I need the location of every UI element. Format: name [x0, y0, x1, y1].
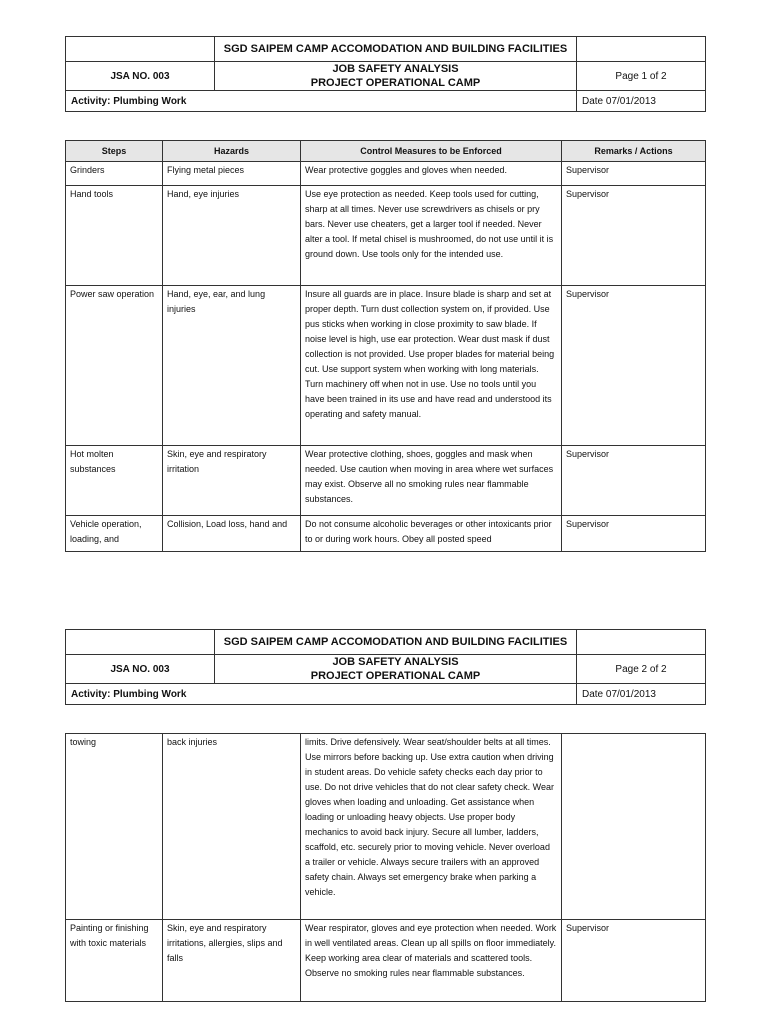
activity-label: Activity: Plumbing Work [66, 684, 577, 705]
hazard-cell: Flying metal pieces [163, 162, 301, 186]
company-name: SGD SAIPEM CAMP ACCOMODATION AND BUILDING FACILITIES [215, 37, 577, 62]
page1-header-table [65, 36, 706, 112]
control-cell: Wear protective goggles and gloves when needed. [301, 162, 562, 186]
remark-cell: Supervisor [562, 162, 706, 186]
hazard-cell: Collision, Load loss, hand and [167, 519, 288, 529]
page-number: Page 1 of 2 [577, 62, 706, 91]
activity-label: Activity: Plumbing Work [66, 91, 577, 112]
step-cell: Painting or finishing with toxic materials [66, 920, 163, 1002]
step-cell: Hand tools [66, 186, 163, 286]
table-row [66, 516, 706, 552]
control-cell: limits. Drive defensively. Wear seat/shoulder belts at all times. Use mirrors before backing up. Use extra caution when driving in student areas. Do vehicle safety checks each day prior to use. Do not drive vehicles that do not clear safety check. Wear gloves when loading and unloading. Get assistance when loading or unloading heavy objects. Use proper body mechanics to avoid back injury. Secure all lumber, ladders, scaffold, etc. securely prior to moving vehicle. Never overload a trailer or vehicle. Always secure trailers with an approved safety chain. Always set emergency brake when parking a vehicle. [301, 734, 562, 920]
column-header-control-measures: Control Measures to be Enforced [301, 141, 562, 162]
hazard-cell: Skin, eye and respiratory irritation [163, 446, 301, 516]
remark-cell: Supervisor [562, 920, 706, 1002]
title-line-2: PROJECT OPERATIONAL CAMP [310, 670, 481, 682]
title-line-1: JOB SAFETY ANALYSIS [332, 656, 459, 668]
jsa-number: JSA NO. 003 [66, 655, 215, 684]
hazard-cell: back injuries [163, 734, 301, 920]
hazard-cell: Hand, eye injuries [163, 186, 301, 286]
control-cell: Insure all guards are in place. Insure blade is sharp and set at proper depth. Turn dust collection system on, if provided. Use pus sticks when working in close proximity to saw blade. If noise level is high, use ear protection. Wear dust mask if dust collection is not provided. Use proper blades for material being cut. Use support system when working with long materials. Turn machinery off when not in use. Use no tools until you have been trained in its use and have read and understood its operating and safety manual. [301, 286, 562, 446]
table-row [66, 920, 706, 1002]
jsa-number: JSA NO. 003 [66, 62, 215, 91]
table-row [66, 734, 706, 920]
remark-cell: Supervisor [562, 286, 706, 446]
page2-jsa-table [65, 733, 706, 1002]
column-header-hazards: Hazards [163, 141, 301, 162]
remark-cell: Supervisor [566, 519, 610, 529]
column-header-steps: Steps [66, 141, 163, 162]
table-row [66, 286, 706, 446]
step-cell: Vehicle operation, loading, and [70, 519, 142, 544]
page-number: Page 2 of 2 [577, 655, 706, 684]
hazard-cell: Hand, eye, ear, and lung injuries [163, 286, 301, 446]
hazard-cell: Skin, eye and respiratory irritations, allergies, slips and falls [163, 920, 301, 1002]
document-date: Date 07/01/2013 [577, 684, 706, 705]
company-name: SGD SAIPEM CAMP ACCOMODATION AND BUILDING FACILITIES [215, 630, 577, 655]
table-row [66, 162, 706, 186]
remark-cell: Supervisor [562, 186, 706, 286]
step-cell: Power saw operation [66, 286, 163, 446]
table-row [66, 186, 706, 286]
table-row [66, 446, 706, 516]
title-line-1: JOB SAFETY ANALYSIS [332, 63, 459, 75]
document-date: Date 07/01/2013 [577, 91, 706, 112]
control-cell: Do not consume alcoholic beverages or other intoxicants prior to or during work hours. Obey all posted speed [305, 519, 552, 544]
page1-jsa-table [65, 140, 706, 552]
step-cell: Hot molten substances [66, 446, 163, 516]
control-cell: Wear protective clothing, shoes, goggles and mask when needed. Use caution when moving in area where wet surfaces may exist. Observe all no smoking rules near flammable substances. [301, 446, 562, 516]
control-cell: Use eye protection as needed. Keep tools used for cutting, sharp at all times. Never use screwdrivers as chisels or pry bars. Never use cheaters, get a larger tool if needed. Never alter a tool. If metal chisel is mushroomed, do not use until it is ground down. Use tools only for the intended use. [301, 186, 562, 286]
remark-cell [562, 734, 706, 920]
document-title [215, 62, 577, 91]
column-header-remarks: Remarks / Actions [562, 141, 706, 162]
document-title [215, 655, 577, 684]
remark-cell: Supervisor [562, 446, 706, 516]
step-cell: towing [66, 734, 163, 920]
title-line-2: PROJECT OPERATIONAL CAMP [310, 77, 481, 89]
step-cell: Grinders [66, 162, 163, 186]
page2-header-table [65, 629, 706, 705]
control-cell: Wear respirator, gloves and eye protection when needed. Work in well ventilated areas. Clean up all spills on floor immediately. Keep working area clear of materials and scattered tools. Observe no smoking rules near flammable substances. [301, 920, 562, 1002]
